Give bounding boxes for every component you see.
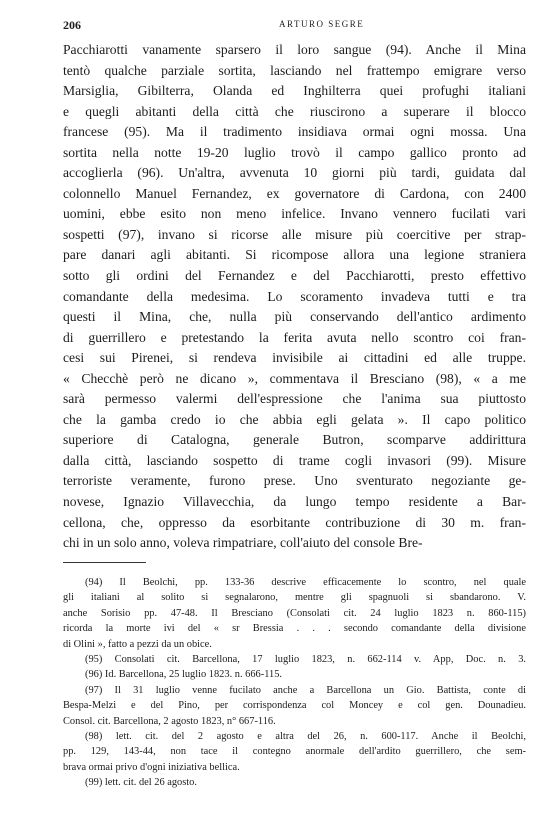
body-line: « Checchè però ne dicano », commentava il Bresciano (98), « a me bbox=[63, 370, 526, 386]
body-line: dalla città, lasciando sospetto di trame cogli invasori (99). Misure bbox=[63, 452, 526, 468]
footnote-line: anche Sorisio pp. 47-48. Il Bresciano (Consolati cit. 24 luglio 1823 n. 860-115) bbox=[63, 607, 526, 619]
body-line: e quegli abitanti della città che riuscirono a superare il blocco bbox=[63, 103, 526, 119]
body-line: Pacchiarotti vanamente sparsero il loro sangue (94). Anche il Mina bbox=[63, 42, 526, 57]
body-line: che la gamba credo io che abbia egli gelata ». Il capo politico bbox=[63, 411, 526, 427]
page-number: 206 bbox=[63, 18, 81, 32]
footnote-line: Bespa-Melzi e del Pino, per corrispondenza col Moncey e col gen. Dounadieu. bbox=[63, 700, 526, 712]
footnote-line: di Olini », fatto a pezzi da un obice. bbox=[63, 638, 212, 650]
footnote-line: (98) lett. cit. del 2 agosto e altra del 26, n. 600-117. Anche il Beolchi, bbox=[85, 730, 526, 742]
body-line: sarà permesso valermi dell'espressione che l'anima sua piuttosto bbox=[63, 391, 526, 407]
body-line: colonnello Manuel Fernandez, ex governatore di Cardona, con 2400 bbox=[63, 185, 526, 201]
body-line: sospetti (97), invano si ricorse alle misure più coercitive per strap- bbox=[63, 226, 526, 242]
body-line: novese, Ignazio Villavecchia, da lungo tempo residente a Bar- bbox=[63, 494, 526, 510]
page-header bbox=[63, 18, 525, 34]
footnote-line: (95) Consolati cit. Barcellona, 17 luglio 1823, n. 662-114 v. App, Doc. n. 3. bbox=[85, 653, 526, 665]
body-line: comandante della medesima. Lo scoramento invadeva tutti e tra bbox=[63, 288, 526, 304]
footnote-line: (99) lett. cit. del 26 agosto. bbox=[85, 777, 197, 789]
body-line: sortita nella notte 19-20 luglio trovò il campo gallico pronto ad bbox=[63, 144, 526, 160]
body-line: di guerrillero e pretestando la ferita avuta nello scontro coi fran- bbox=[63, 329, 526, 345]
body-line: questi il Mina, che, nulla più conservando dell'antico ardimento bbox=[63, 309, 526, 325]
footnote-line: ricorda la morte ivi del « sr Bressia . . . secondo comandante della divisione bbox=[63, 623, 526, 635]
footnotes bbox=[63, 575, 526, 790]
body-line: pare danari agli abitanti. Si ricompose allora una legione straniera bbox=[63, 247, 526, 263]
body-line: chi in un solo anno, voleva rimpatriare, coll'aiuto del console Bre- bbox=[63, 535, 423, 551]
body-text bbox=[63, 40, 526, 554]
body-line: Marsiglia, Gibilterra, Olanda ed Inghilterra quei profughi italiani bbox=[63, 83, 526, 99]
footnote-line: Consol. cit. Barcellona, 2 agosto 1823, n° 667-116. bbox=[63, 715, 276, 727]
body-line: cesi sui Pirenei, si rendeva invisibile ai cittadini ed alle truppe. bbox=[63, 350, 526, 366]
footnote-line: (94) Il Beolchi, pp. 133-36 descrive efficacemente lo scontro, nel quale bbox=[85, 577, 526, 588]
footnote-line: (96) Id. Barcellona, 25 luglio 1823. n. 666-115. bbox=[85, 669, 283, 681]
footnote-line: pp. 129, 143-44, non tace il contegno anormale dell'ardito guerrillero, che sem- bbox=[63, 746, 526, 758]
body-line: superiore di Catalogna, generale Butron, scomparve addirittura bbox=[63, 432, 526, 448]
footnote-separator bbox=[63, 562, 146, 563]
footnote-line: (97) Il 31 luglio venne fucilato anche a Barcellona un Gio. Battista, conte di bbox=[85, 684, 526, 696]
body-line: terroriste veramente, furono prese. Uno sventurato negoziante ge- bbox=[63, 473, 526, 489]
footnote-line: gli italiani al solito si segnalarono, mentre gli spagnuoli si sbandarono. V. bbox=[63, 592, 526, 604]
body-line: sotto gli ordini del Fernandez e del Pacchiarotti, presto effettivo bbox=[63, 268, 526, 284]
body-line: accoglierla (96). Un'altra, avvenuta 10 giorni più tardi, guidata dal bbox=[63, 165, 526, 181]
footnote-line: brava ormai privo d'ogni iniziativa bellica. bbox=[63, 761, 240, 773]
body-line: cellona, che, oppresso da esorbitante contribuzione di 30 m. fran- bbox=[63, 514, 526, 530]
body-line: francese (95). Ma il tradimento insidiava ormai ogni mossa. Una bbox=[63, 124, 526, 140]
body-line: uomini, ebbe esito non meno infelice. Invano vennero fucilati vari bbox=[63, 206, 526, 222]
running-head: ARTURO SEGRE bbox=[279, 19, 365, 29]
body-line: tentò qualche parziale sortita, lasciando nel frattempo emigrare verso bbox=[63, 62, 526, 78]
